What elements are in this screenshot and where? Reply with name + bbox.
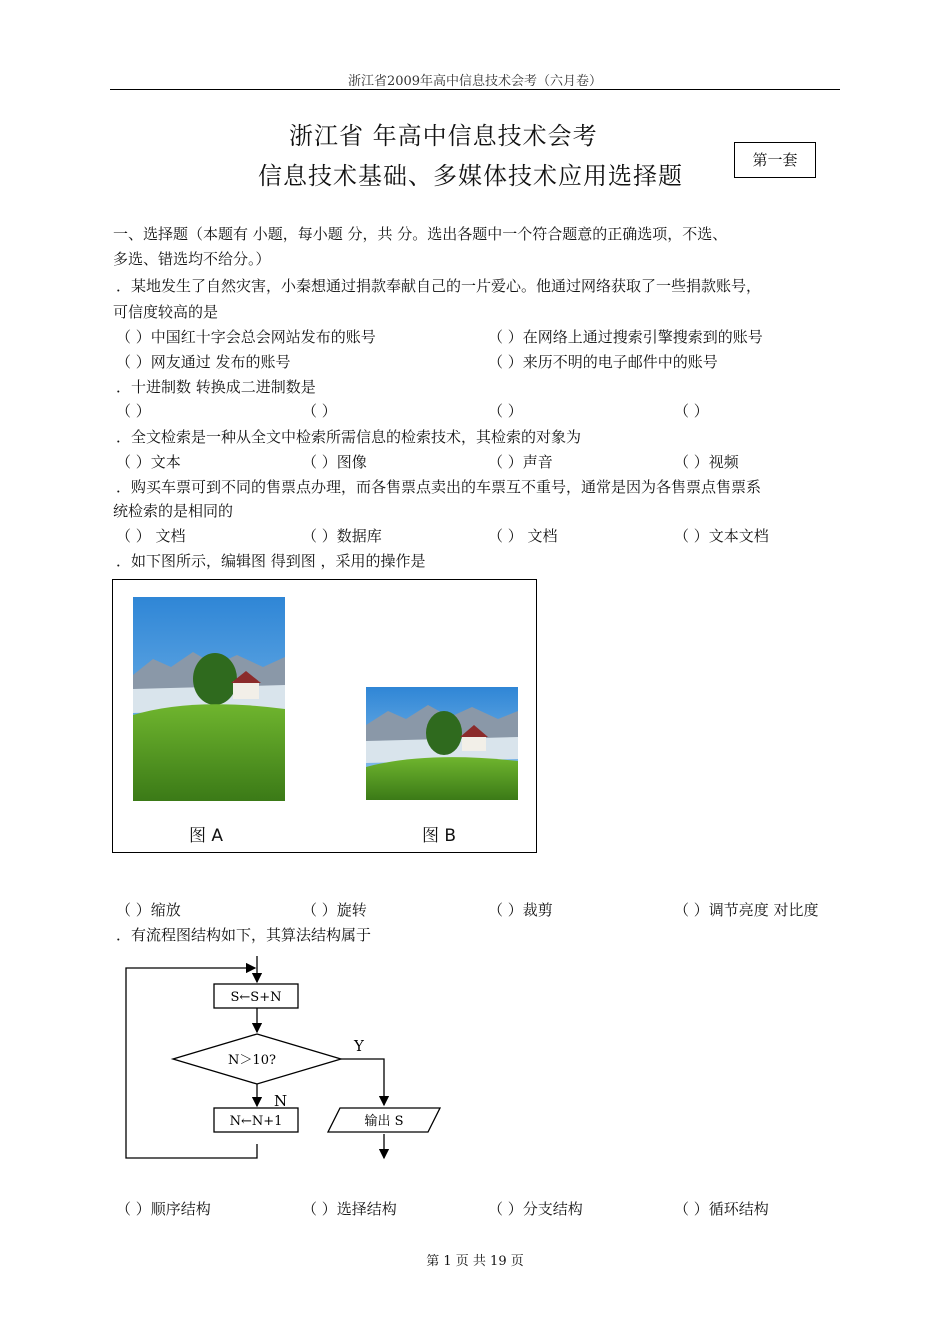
question-2-option-a[interactable]: （ ）: [116, 402, 151, 420]
photo-b: [366, 687, 518, 800]
instructions-line-2: 多选、错选均不给分。）: [113, 250, 271, 268]
question-3-option-d[interactable]: （ ）视频: [674, 453, 739, 471]
flow-box1-text: S←S+N: [230, 990, 282, 1005]
question-3-stem: ．全文检索是一种从全文中检索所需信息的检索技术，其检索的对象为: [116, 428, 582, 446]
title-line-1: 浙江省 年高中信息技术会考: [289, 122, 598, 150]
question-5-option-b[interactable]: （ ）旋转: [302, 901, 367, 919]
question-2-stem: ．十进制数 转换成二进制数是: [116, 378, 316, 396]
question-1-option-b[interactable]: （ ）在网络上通过搜索引擎搜索到的账号: [488, 328, 763, 346]
figure-label-a: 图 A: [189, 826, 224, 846]
instructions-line-1: 一、选择题（本题有 小题，每小题 分，共 分。选出各题中一个符合题意的正确选项，不选、: [113, 225, 728, 243]
question-3-option-a[interactable]: （ ）文本: [116, 453, 181, 471]
question-1-option-d[interactable]: （ ）来历不明的电子邮件中的账号: [488, 353, 718, 371]
question-1-stem-line-1: ．某地发生了自然灾害，小秦想通过捐款奉献自己的一片爱心。他通过网络获取了一些捐款账号，: [116, 277, 762, 295]
question-4-stem-line-2: 统检索的是相同的: [113, 502, 234, 520]
flow-box2-text: N←N+1: [229, 1114, 283, 1129]
question-2-option-b[interactable]: （ ）: [302, 402, 337, 420]
question-5-option-c[interactable]: （ ）裁剪: [488, 901, 553, 919]
question-3-option-c[interactable]: （ ）声音: [488, 453, 553, 471]
question-5-option-a[interactable]: （ ）缩放: [116, 901, 181, 919]
question-3-option-b[interactable]: （ ）图像: [302, 453, 367, 471]
question-4-stem-line-1: ．购买车票可到不同的售票点办理，而各售票点卖出的车票互不重号，通常是因为各售票点售票系: [116, 478, 762, 496]
flow-yes-label: Y: [354, 1037, 364, 1055]
flow-no-label: N: [274, 1092, 288, 1110]
question-4-option-d[interactable]: （ ）文本文档: [674, 527, 769, 545]
photo-a: [133, 597, 285, 801]
page-header: 浙江省2009年高中信息技术会考（六月卷）: [347, 74, 603, 89]
question-4-option-b[interactable]: （ ）数据库: [302, 527, 382, 545]
figure-label-b: 图 B: [422, 826, 457, 846]
flow-decision-text: N＞10?: [228, 1053, 276, 1068]
question-2-option-d[interactable]: （ ）: [674, 402, 709, 420]
question-6-option-d[interactable]: （ ）循环结构: [674, 1200, 769, 1218]
flowchart: [110, 950, 460, 1165]
question-1-option-c[interactable]: （ ）网友通过 发布的账号: [116, 353, 291, 371]
set-label-box: 第一套: [734, 142, 816, 178]
question-6-option-a[interactable]: （ ）顺序结构: [116, 1200, 211, 1218]
question-4-option-c[interactable]: （ ） 文档: [488, 527, 558, 545]
flow-output-text: 输出 S: [364, 1114, 404, 1129]
question-1-option-a[interactable]: （ ）中国红十字会总会网站发布的账号: [116, 328, 376, 346]
question-4-option-a[interactable]: （ ） 文档: [116, 527, 186, 545]
question-6-stem: ．有流程图结构如下，其算法结构属于: [116, 926, 372, 944]
question-1-stem-line-2: 可信度较高的是: [113, 303, 219, 321]
question-2-option-c[interactable]: （ ）: [488, 402, 523, 420]
title-line-2: 信息技术基础、多媒体技术应用选择题: [258, 162, 683, 190]
question-5-option-d[interactable]: （ ）调节亮度 对比度: [674, 901, 819, 919]
page-footer: 第 1 页 共 19 页: [426, 1254, 524, 1269]
figure-box: [112, 579, 537, 853]
question-5-stem: ．如下图所示，编辑图 得到图 ，采用的操作是: [116, 552, 426, 570]
question-6-option-b[interactable]: （ ）选择结构: [302, 1200, 397, 1218]
header-rule: [110, 89, 840, 90]
question-6-option-c[interactable]: （ ）分支结构: [488, 1200, 583, 1218]
